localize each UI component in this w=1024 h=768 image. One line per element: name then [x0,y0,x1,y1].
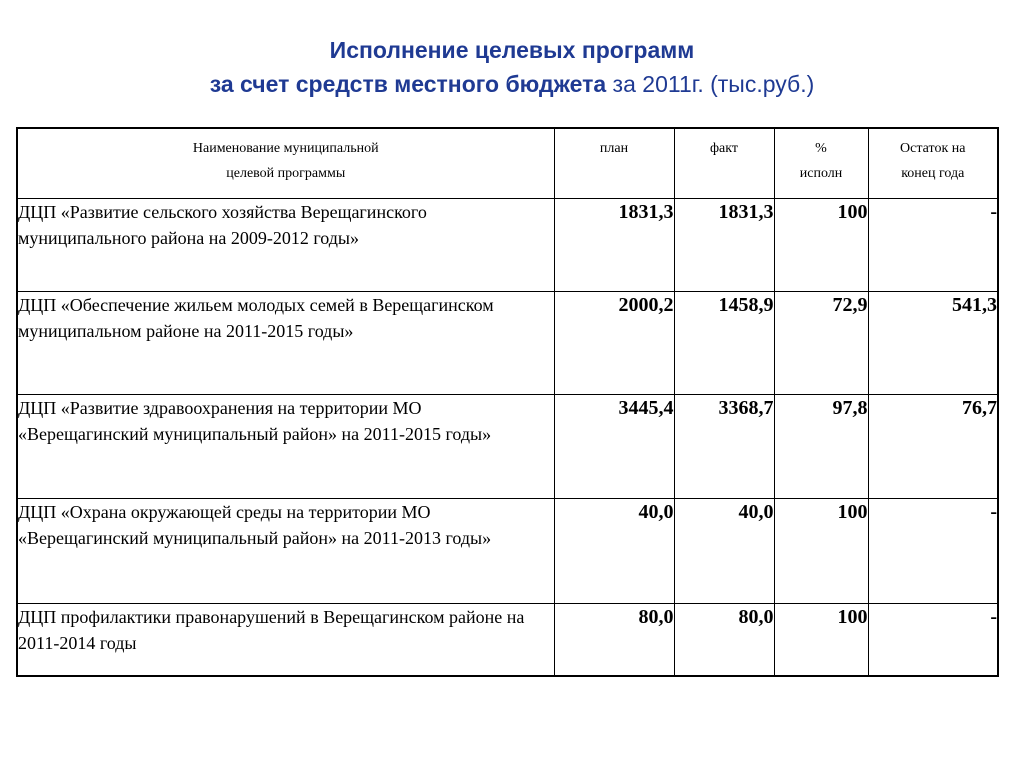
plan-cell: 3445,4 [554,394,674,498]
title-line-2-normal: за 2011г. (тыс.руб.) [606,71,815,97]
program-name-cell: ДЦП «Обеспечение жильем молодых семей в Верещагинском муниципальном районе на 2011-2015 годы» [17,291,554,394]
header-program-name [17,128,554,198]
header-remainder-line-1: Остаток на [900,141,966,156]
fact-cell: 1458,9 [674,291,774,394]
header-percent-line-1: % [815,141,827,156]
header-remainder [868,128,998,198]
remainder-cell: - [868,498,998,603]
remainder-cell: 541,3 [868,291,998,394]
program-name-cell: ДЦП «Охрана окружающей среды на территории МО «Верещагинский муниципальный район» на 2011-2013 годы» [17,498,554,603]
percent-cell: 97,8 [774,394,868,498]
header-percent-line-2: исполн [799,166,843,181]
table-header-row [17,128,998,198]
slide-title [0,33,1024,101]
program-name-cell: ДЦП «Развитие сельского хозяйства Верещагинского муниципального района на 2009-2012 годы» [17,198,554,291]
programs-table [16,127,999,677]
fact-cell: 1831,3 [674,198,774,291]
table-row [17,198,998,291]
plan-cell: 2000,2 [554,291,674,394]
fact-cell: 3368,7 [674,394,774,498]
header-program-name-line-1: Наименование муниципальной [192,141,379,156]
table-row [17,394,998,498]
header-percent [774,128,868,198]
percent-cell: 100 [774,603,868,676]
header-plan: план [554,128,674,198]
remainder-cell: 76,7 [868,394,998,498]
plan-cell: 40,0 [554,498,674,603]
program-name-cell: ДЦП профилактики правонарушений в Верещагинском районе на 2011-2014 годы [17,603,554,676]
title-line-1: Исполнение целевых программ [329,37,695,63]
percent-cell: 100 [774,198,868,291]
plan-cell: 1831,3 [554,198,674,291]
header-program-name-line-2: целевой программы [226,166,346,181]
table-row [17,498,998,603]
percent-cell: 100 [774,498,868,603]
table-row [17,291,998,394]
table-row [17,603,998,676]
title-line-2 [0,67,1024,101]
program-name-cell: ДЦП «Развитие здравоохранения на территории МО «Верещагинский муниципальный район» на 2011-2015 годы» [17,394,554,498]
title-line-2-bold: за счет средств местного бюджета [209,71,607,97]
percent-cell: 72,9 [774,291,868,394]
header-remainder-line-2: конец года [901,166,965,181]
plan-cell: 80,0 [554,603,674,676]
remainder-cell: - [868,603,998,676]
header-fact: факт [674,128,774,198]
fact-cell: 40,0 [674,498,774,603]
fact-cell: 80,0 [674,603,774,676]
remainder-cell: - [868,198,998,291]
